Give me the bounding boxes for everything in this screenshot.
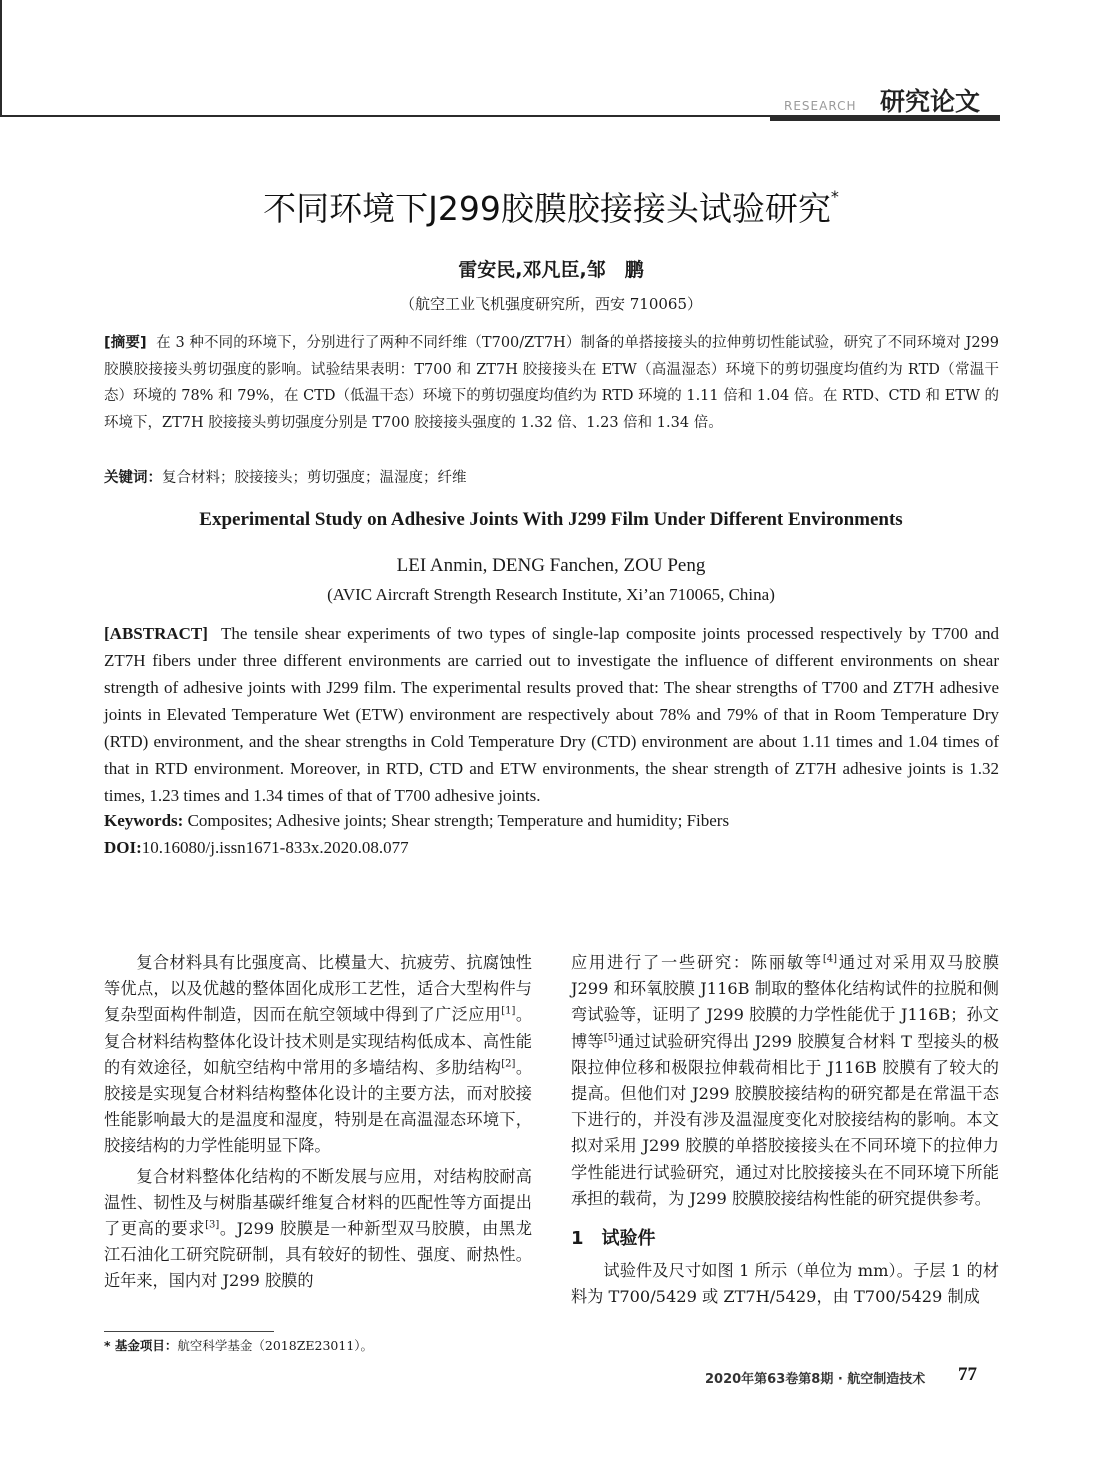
keywords-en — [104, 811, 729, 831]
keywords-en-text: Composites; Adhesive joints; Shear strength; Temperature and humidity; Fibers — [187, 811, 730, 830]
doi-label: DOI: — [104, 838, 142, 857]
doi — [104, 838, 409, 858]
abstract-en-label: [ABSTRACT] — [104, 624, 208, 643]
page-number: 77 — [958, 1364, 977, 1385]
abstract-cn-label: [摘要] — [104, 335, 147, 351]
doi-text: 10.16080/j.issn1671-833x.2020.08.077 — [141, 838, 409, 857]
body-text: 。胶接是实现复合材料结构整体化设计的主要方法，而对胶接性能影响最大的是温度和湿度，特别是在高温湿态环境下，胶接结构的力学性能明显下降。 — [104, 1057, 533, 1156]
body-paragraph — [571, 950, 999, 1212]
body-paragraph — [104, 1164, 532, 1295]
body-paragraph — [104, 950, 532, 1160]
body-text: 应用进行了一些研究：陈丽敏等 — [571, 953, 823, 972]
body-text: 复合材料整体化结构的不断发展与应用，对结构胶耐高温性、韧性及与树脂基碳纤维复合材料的匹配性等方面提出了更高的要求 — [104, 1166, 532, 1239]
section-heading: 1 试验件 — [571, 1228, 656, 1250]
authors-cn: 雷安民,邓凡臣,邹 鹏 — [458, 259, 644, 281]
footnote — [104, 1336, 373, 1354]
body-column-left — [104, 950, 532, 1295]
body-text: 复合材料具有比强度高、比模量大、抗疲劳、抗腐蚀性等优点，以及优越的整体固化成形工艺性，适合大型构件与复杂型面构件制造，因而在航空领域中得到了广泛应用 — [104, 953, 532, 1025]
abstract-cn — [104, 330, 999, 436]
top-left-rule — [0, 0, 2, 116]
citation-ref: [4] — [822, 953, 838, 965]
affiliation-en: (AVIC Aircraft Strength Research Institute, Xi’an 710065, China) — [327, 585, 775, 604]
journal-footer: 2020年第63卷第8期 · 航空制造技术 — [705, 1372, 926, 1387]
citation-ref: [1] — [501, 1006, 516, 1018]
body-column-right — [571, 950, 999, 1311]
research-label: RESEARCH — [784, 99, 857, 113]
footnote-text: 航空科学基金（2018ZE23011）。 — [177, 1338, 374, 1353]
abstract-cn-text: 在 3 种不同的环境下，分别进行了两种不同纤维（T700/ZT7H）制备的单搭接接头的拉伸剪切性能试验，研究了不同环境对 J299 胶膜胶接接头剪切强度的影响。试验结果表明：T700 和 ZT7H 胶接接头在 ETW（高温湿态）环境下的剪切强度均值约为 RTD（常温干态）环境的 78% 和 79%，在 CTD（低温干态）环境下的剪切强度均值约为 RTD 环境的 1.11 倍和 1.04 倍。在 RTD、CTD 和 ETW 的环境下，ZT7H 胶接接头剪切强度分别是 T700 胶接接头强度的 1.32 倍、1.23 倍和 1.34 倍。 — [104, 335, 999, 431]
footnote-rule — [104, 1331, 274, 1332]
title-footnote-mark: * — [830, 187, 839, 206]
abstract-en — [104, 620, 999, 809]
body-text: 通过试验研究得出 J299 胶膜复合材料 T 型接头的极限拉伸位移和极限拉伸载荷相比于 J116B 胶膜有了较大的提高。但他们对 J299 胶膜胶接结构的研究都是在常温干态下进行的，并没有涉及温湿度变化对胶接结构的影响。本文拟对采用 J299 胶膜的单搭胶接接头在不同环境下的拉伸力学性能进行试验研究，通过对比胶接接头在不同环境下所能承担的载荷，为 J299 胶膜胶接结构性能的研究提供参考。 — [571, 1031, 1000, 1208]
abstract-en-text: The tensile shear experiments of two types of single-lap composite joints processed respectively by T700 and ZT7H fibers under three different environments are carried out to investigate the influence of different environments on shear strength of adhesive joints with J299 film. The experimental results proved that: The shear strengths of T700 and ZT7H adhesive joints in Elevated Temperature Wet (ETW) environment are respectively about 78% and 79% of that in Room Temperature Dry (RTD) environment, and the shear strengths in Cold Temperature Dry (CTD) environment are about 1.11 times and 1.04 times of that in RTD environment. Moreover, in RTD, CTD and ETW environments, the shear strength of ZT7H adhesive joints is 1.32 times, 1.23 times and 1.34 times of that of T700 adhesive joints. — [104, 624, 1000, 805]
body-text: 。J299 胶膜是一种新型双马胶膜，由黑龙江石油化工研究院研制，具有较好的韧性、强度、耐热性。近年来，国内对 J299 胶膜的 — [104, 1219, 533, 1291]
keywords-cn — [104, 466, 467, 487]
paper-title-cn — [0, 183, 1102, 230]
body-text: 通过对采用双马胶膜 J299 和环氧胶膜 J116B 制取的整体化结构试件的拉脱和侧弯试验等，证明了 J299 胶膜的力学性能优于 J116B；孙文博等 — [571, 953, 1000, 1051]
paper-title-en: Experimental Study on Adhesive Joints With J299 Film Under Different Environments — [199, 509, 903, 530]
keywords-en-label: Keywords: — [104, 811, 184, 830]
keywords-cn-text: 复合材料；胶接接头；剪切强度；温湿度；纤维 — [162, 470, 467, 486]
authors-en: LEI Anmin, DENG Fanchen, ZOU Peng — [396, 555, 706, 576]
citation-ref: [2] — [501, 1058, 516, 1070]
keywords-cn-label: 关键词： — [104, 470, 162, 486]
body-text: 试验件及尺寸如图 1 所示（单位为 mm）。子层 1 的材料为 T700/5429 或 ZT7H/5429，由 T700/5429 制成 — [571, 1261, 999, 1307]
body-text: 。复合材料结构整体化设计技术则是实现结构低成本、高性能的有效途径，如航空结构中常用的多墙结构、多肋结构 — [104, 1005, 533, 1077]
section-tag: 研究论文 — [880, 87, 981, 116]
citation-ref: [5] — [603, 1032, 618, 1044]
citation-ref: [3] — [205, 1219, 220, 1231]
footnote-label: * 基金项目： — [104, 1338, 178, 1353]
title-text: 不同环境下J299胶膜胶接接头试验研究 — [263, 189, 831, 228]
body-paragraph — [571, 1258, 999, 1310]
affiliation-cn: （航空工业飞机强度研究所，西安 710065） — [399, 295, 703, 313]
